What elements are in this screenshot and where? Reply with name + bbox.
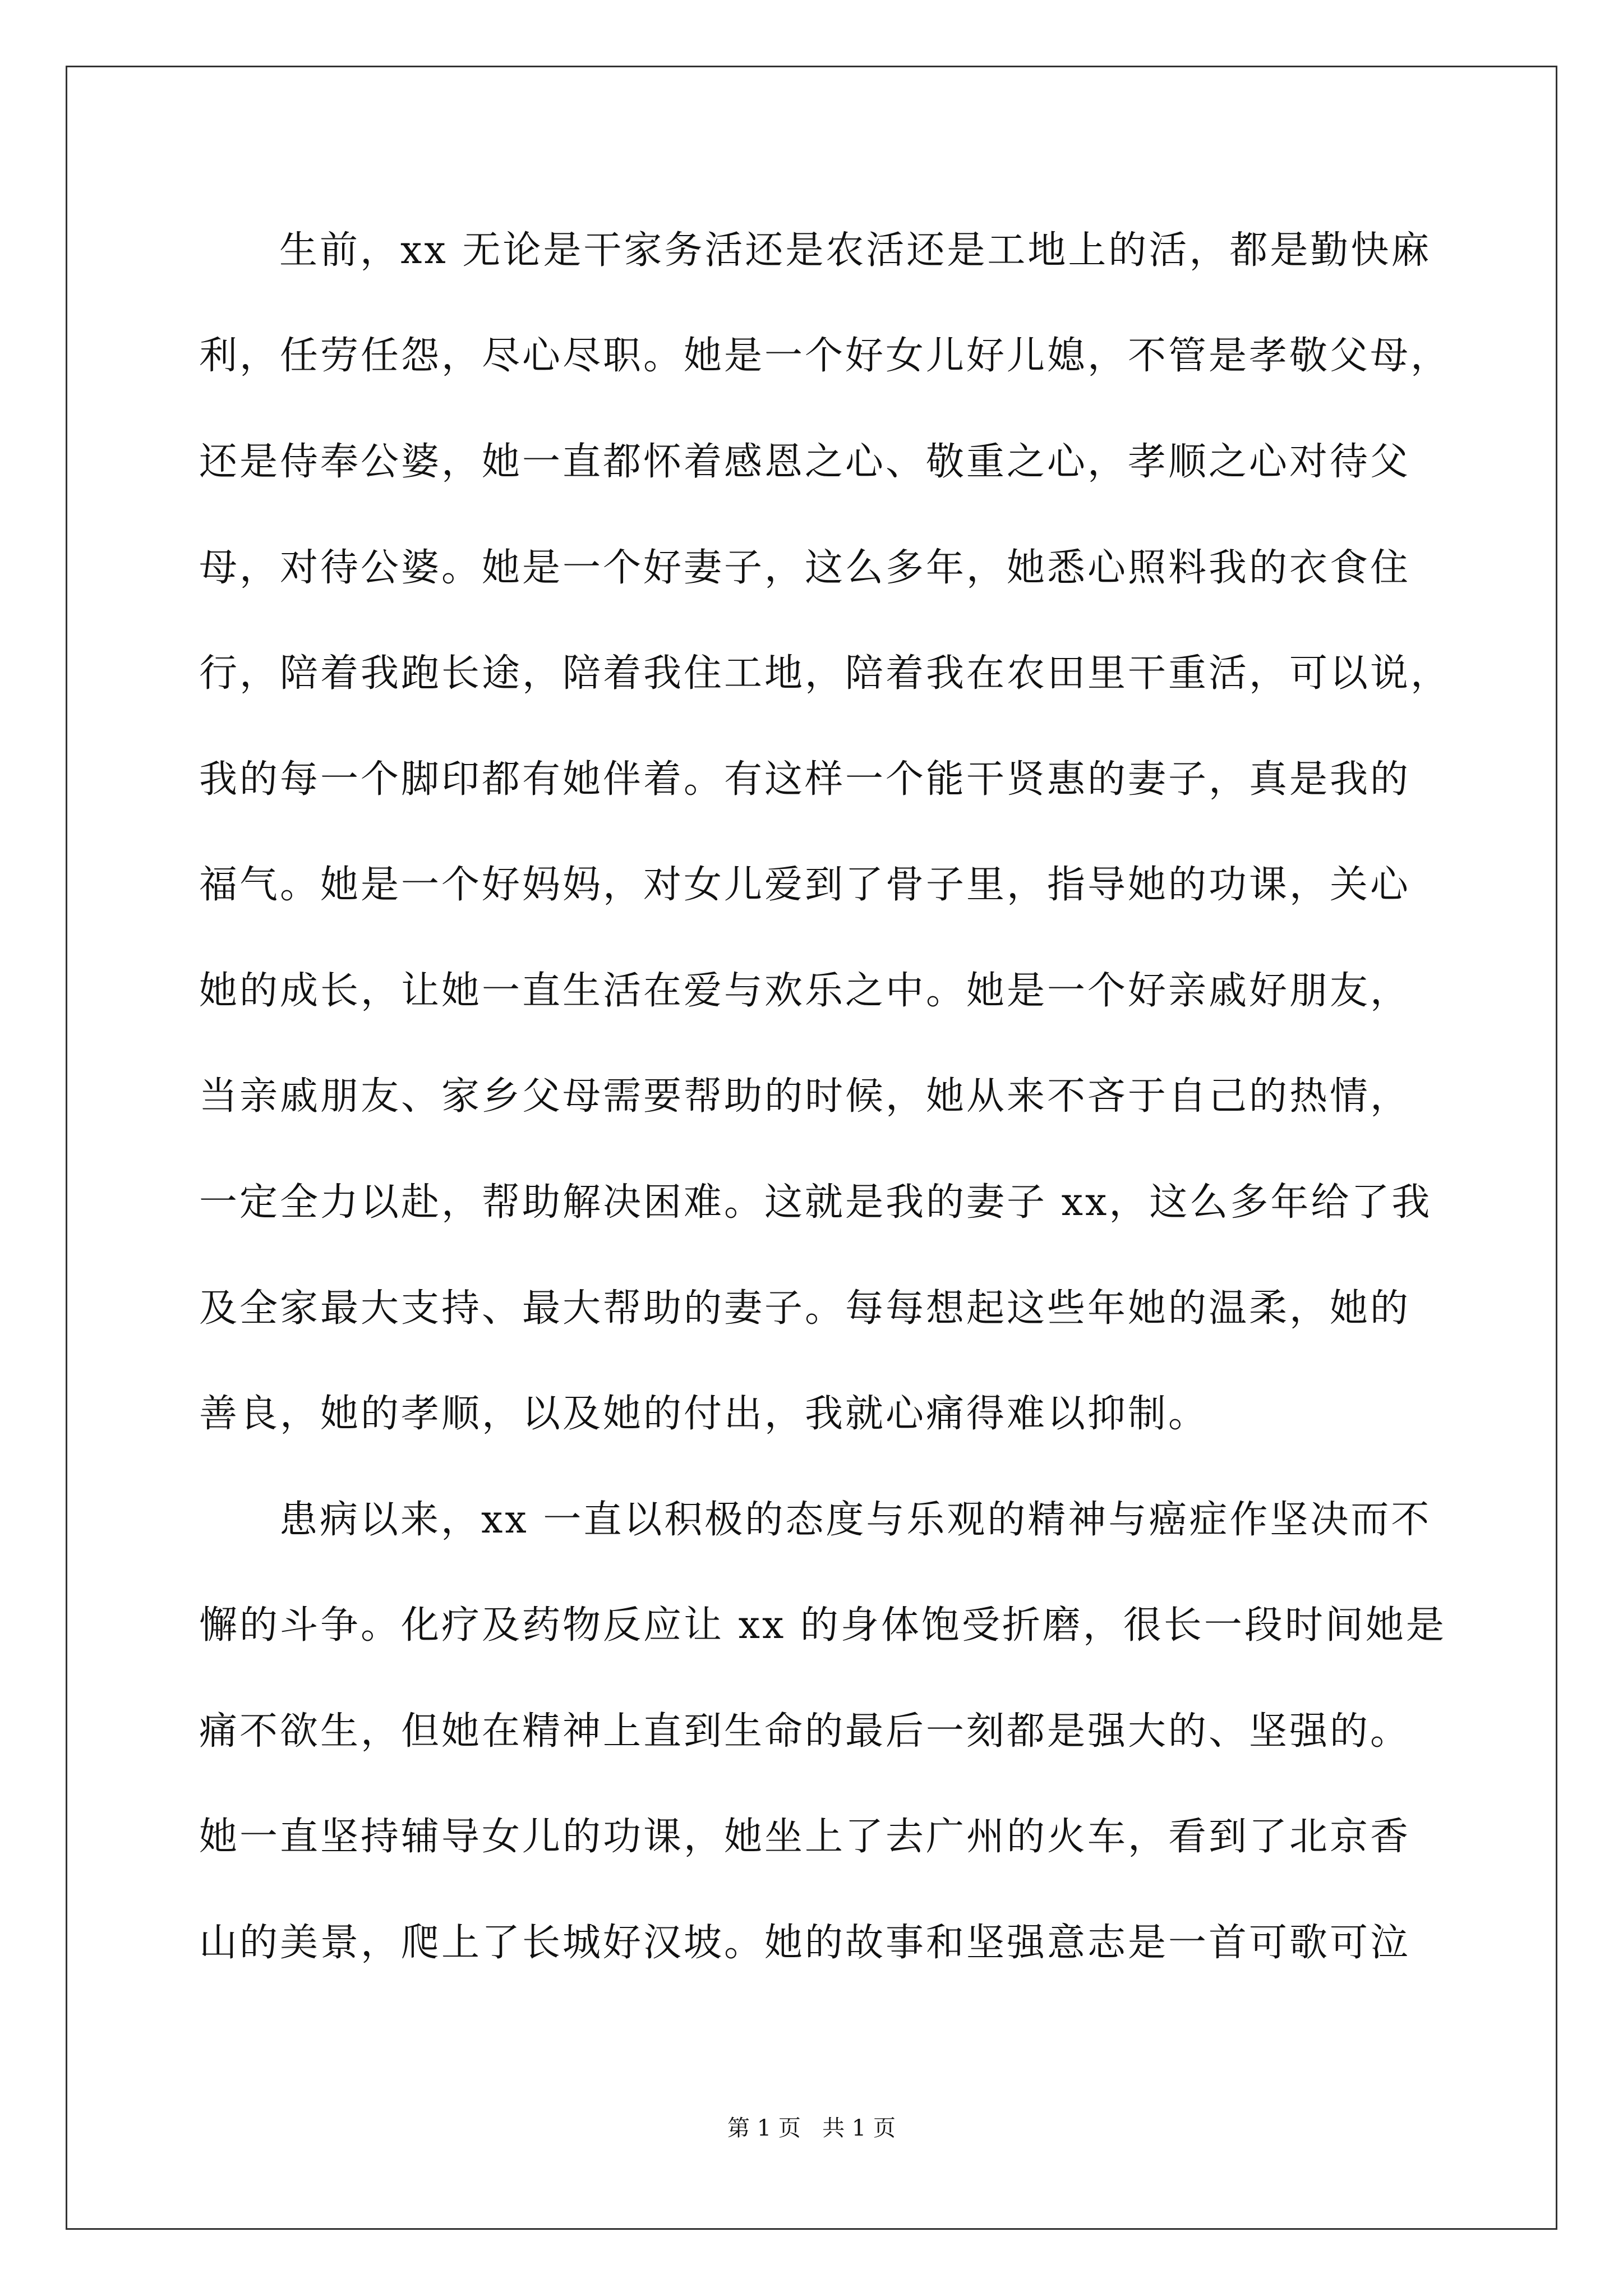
paragraph-1-line-5: 行，陪着我跑长途，陪着我住工地，陪着我在农田里干重活，可以说， xyxy=(199,651,1451,696)
paragraph-2-line-2: 懈的斗争。化疗及药物反应让 xx 的身体饱受折磨，很长一段时间她是 xyxy=(199,1603,1446,1648)
paragraph-1-line-9: 当亲戚朋友、家乡父母需要帮助的时候，她从来不吝于自己的热情， xyxy=(199,1074,1411,1119)
page-number-footer: 第 1 页 共 1 页 xyxy=(727,2115,896,2141)
page-border xyxy=(66,66,1557,2230)
paragraph-1-line-11: 及全家最大支持、最大帮助的妻子。每每想起这些年她的温柔，她的 xyxy=(199,1286,1411,1331)
paragraph-2-line-5: 山的美景，爬上了长城好汉坡。她的故事和坚强意志是一首可歌可泣 xyxy=(199,1921,1411,1965)
paragraph-1-line-3: 还是侍奉公婆，她一直都怀着感恩之心、敬重之心，孝顺之心对待父 xyxy=(199,440,1411,484)
paragraph-1-line-6: 我的每一个脚印都有她伴着。有这样一个能干贤惠的妻子，真是我的 xyxy=(199,757,1411,802)
paragraph-1-line-4: 母，对待公婆。她是一个好妻子，这么多年，她悉心照料我的衣食住 xyxy=(199,546,1411,590)
paragraph-1-line-1: 生前，xx 无论是干家务活还是农活还是工地上的活，都是勤快麻 xyxy=(279,228,1432,273)
paragraph-1-line-2: 利，任劳任怨，尽心尽职。她是一个好女儿好儿媳，不管是孝敬父母， xyxy=(199,334,1451,378)
paragraph-1-line-12: 善良，她的孝顺，以及她的付出，我就心痛得难以抑制。 xyxy=(199,1392,1209,1436)
paragraph-1-line-7: 福气。她是一个好妈妈，对女儿爱到了骨子里，指导她的功课，关心 xyxy=(199,863,1411,907)
paragraph-1-line-8: 她的成长，让她一直生活在爱与欢乐之中。她是一个好亲戚好朋友， xyxy=(199,969,1411,1013)
paragraph-2-line-3: 痛不欲生，但她在精神上直到生命的最后一刻都是强大的、坚强的。 xyxy=(199,1709,1411,1754)
paragraph-1-line-10: 一定全力以赴，帮助解决困难。这就是我的妻子 xx，这么多年给了我 xyxy=(199,1180,1432,1225)
paragraph-2-line-4: 她一直坚持辅导女儿的功课，她坐上了去广州的火车，看到了北京香 xyxy=(199,1815,1411,1859)
paragraph-2-line-1: 患病以来，xx 一直以积极的态度与乐观的精神与癌症作坚决而不 xyxy=(279,1498,1432,1542)
